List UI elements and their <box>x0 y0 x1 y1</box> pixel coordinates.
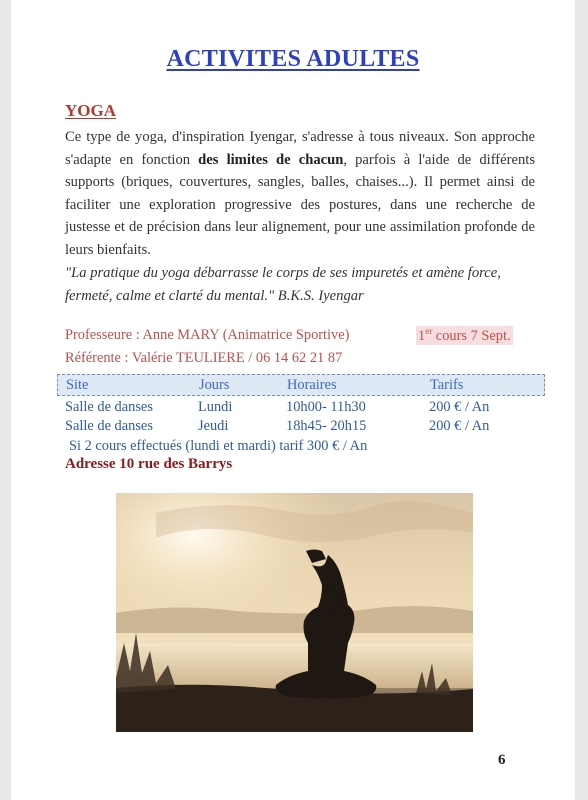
table-row <box>57 418 543 438</box>
row-day: Lundi <box>198 399 233 415</box>
first-course-text: cours 7 Sept. <box>432 327 511 344</box>
section-title-yoga: YOGA <box>65 101 116 120</box>
iyengar-quote: "La pratique du yoga débarrasse le corps de ses impuretés et amène force, fermeté, calme et clarté du mental." B.K.S. Iyengar <box>65 265 501 304</box>
description-bold: des limites de chacun <box>198 151 344 168</box>
teacher-info: Professeure : Anne MARY (Animatrice Sportive) <box>65 327 350 343</box>
yoga-description <box>65 126 535 261</box>
yoga-photo <box>116 493 473 732</box>
row-price: 200 € / An <box>429 418 490 434</box>
row-hours: 18h45- 20h15 <box>286 418 367 434</box>
first-course-number: 1 <box>418 327 426 344</box>
row-price: 200 € / An <box>429 399 490 415</box>
pricing-note: Si 2 cours effectués (lundi et mardi) tarif 300 € / An <box>69 438 368 454</box>
header-tarifs: Tarifs <box>430 377 464 393</box>
row-site: Salle de danses <box>65 418 153 434</box>
page-number: 6 <box>498 752 506 768</box>
first-course-ordinal: er <box>425 326 433 336</box>
table-row <box>57 399 543 419</box>
yoga-silhouette-sunset-icon <box>116 493 473 732</box>
page-title: ACTIVITES ADULTES <box>166 46 420 72</box>
first-course-date <box>416 326 513 345</box>
document-page <box>11 0 575 800</box>
header-jours: Jours <box>199 377 230 393</box>
row-site: Salle de danses <box>65 399 153 415</box>
header-site: Site <box>66 377 89 393</box>
row-day: Jeudi <box>198 418 229 434</box>
address: Adresse 10 rue des Barrys <box>65 456 233 472</box>
referent-info: Référente : Valérie TEULIERE / 06 14 62 21 87 <box>65 350 343 366</box>
description-part-2: , parfois à l'aide de différents supports (briques, couvertures, sangles, balles, chaises...). Il permet ainsi de faciliter une exploration progressive des postures, dans une recherche de justesse et de précision dans leur alignement, pour une assimilation profonde de leurs bienfaits. <box>65 151 536 258</box>
row-hours: 10h00- 11h30 <box>286 399 366 415</box>
schedule-table-header <box>57 374 545 396</box>
header-horaires: Horaires <box>287 377 337 393</box>
description-part-1: Ce type de yoga, d'inspiration Iyengar, s'adresse à tous niveaux. Son approche s'adapte en fonction <box>65 129 535 168</box>
